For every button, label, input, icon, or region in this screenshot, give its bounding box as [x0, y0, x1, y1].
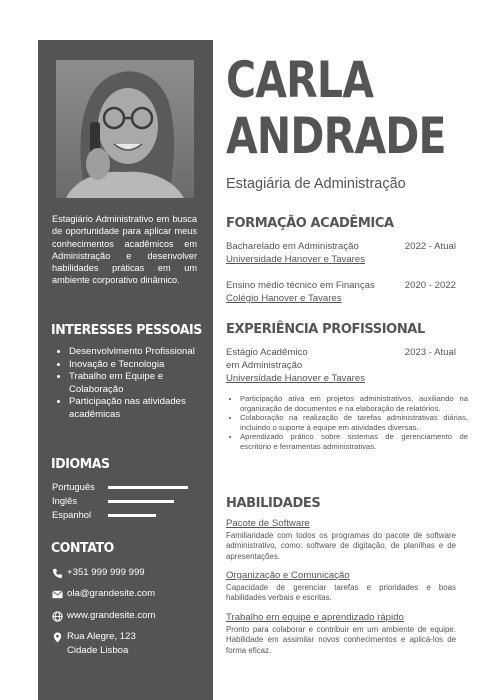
- language-row: [52, 481, 202, 493]
- interests-heading: INTERESSES PESSOAIS: [51, 321, 202, 338]
- first-name: CARLA: [226, 51, 374, 109]
- list-item: • Trabalho em Equipe e Colaboração: [69, 371, 219, 396]
- date: 2023 - Atual: [404, 347, 456, 358]
- skill-title: Trabalho em equipe e aprendizado rápido: [226, 612, 404, 623]
- education-entry: [226, 279, 456, 305]
- profile-photo: [56, 60, 194, 198]
- interests-list: [55, 346, 219, 422]
- skill-entry: [226, 569, 456, 604]
- skill-description: Capacidade de gerenciar tarefas e prioridades e boas habilidades verbais e escritas.: [226, 583, 456, 603]
- language-name: Espanhol: [52, 509, 92, 520]
- institution: Universidade Hanover e Tavares: [226, 373, 366, 384]
- job-title: Estagiária de Administração: [226, 176, 406, 192]
- contact-heading: CONTATO: [51, 539, 114, 556]
- experience-entry: [226, 346, 456, 385]
- language-name: Inglês: [52, 495, 78, 506]
- list-item: • Participação ativa em projetos administrativos, auxiliando na organização de documentos e na elaboração de relatórios.: [240, 394, 468, 413]
- skill-title: Pacote de Software: [226, 518, 310, 529]
- language-row: [52, 495, 202, 507]
- language-level-bar: [108, 514, 156, 517]
- degree: Ensino médio técnico em Finanças: [226, 280, 375, 291]
- candidate-name: [226, 52, 446, 164]
- list-item: • Inovação e Tecnologia: [69, 359, 219, 372]
- education-entry: [226, 240, 456, 266]
- skill-description: Pronto para colaborar e contribuir em um ambiente de equipe. Habilidade em assimilar novos conhecimentos e aplicá-los de forma eficaz.: [226, 625, 456, 655]
- date: 2020 - 2022: [404, 280, 456, 291]
- language-level-bar: [108, 500, 174, 503]
- role: Estágio Acadêmico: [226, 347, 308, 358]
- list-item: • Participação nas atividades acadêmicas: [69, 396, 219, 421]
- list-item: • Aprendizado prático sobre sistemas de gerenciamento de escritório e ferramentas administrativas.: [240, 432, 468, 451]
- date: 2022 - Atual: [404, 241, 456, 252]
- languages-heading: IDIOMAS: [51, 455, 110, 472]
- institution: Universidade Hanover e Tavares: [226, 254, 366, 265]
- experience-bullets: [228, 394, 468, 452]
- about-text: Estagiário Administrativo em busca de oportunidade para aplicar meus conhecimentos acadêmicos em Administração e desenvolver habilidades práticas em um ambiente corporativo dinâmico.: [52, 214, 197, 286]
- degree: Bacharelado em Administração: [226, 241, 359, 252]
- education-heading: FORMAÇÃO ACADÊMICA: [226, 216, 394, 231]
- list-item: • Desenvolvimento Profissional: [69, 346, 219, 359]
- role: em Administração: [226, 360, 303, 371]
- skills-heading: HABILIDADES: [226, 496, 321, 511]
- skill-description: Familiaridade com todos os programas do pacote de software administrativo, como: software de digitação, de planilhas e de apresentações.: [226, 531, 456, 561]
- location-pin-icon: [52, 632, 63, 643]
- experience-heading: EXPERIÊNCIA PROFISSIONAL: [226, 322, 425, 337]
- phone-icon: [52, 568, 63, 579]
- skill-entry: [226, 517, 456, 562]
- skill-title: Organização e Comunicação: [226, 570, 350, 581]
- globe-icon: [52, 611, 63, 622]
- email-icon: [52, 589, 63, 600]
- skill-entry: [226, 611, 456, 656]
- last-name: ANDRADE: [226, 107, 446, 165]
- language-name: Português: [52, 481, 95, 492]
- institution: Colégio Hanover e Tavares: [226, 293, 342, 304]
- language-row: [52, 509, 202, 521]
- language-level-bar: [108, 486, 188, 489]
- list-item: • Colaboração na realização de tarefas administrativas diárias, incluindo o suporte à equipe em atividades diversas.: [240, 413, 468, 432]
